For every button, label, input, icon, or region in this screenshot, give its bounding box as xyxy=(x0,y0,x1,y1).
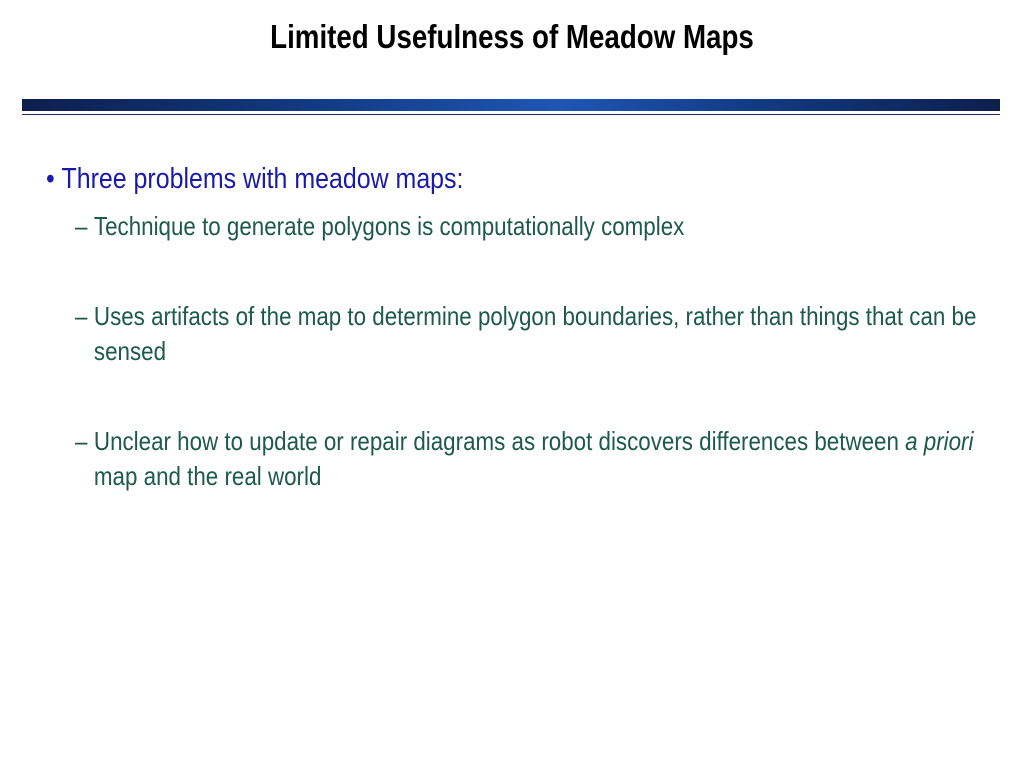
bullet-text: Three problems with meadow maps: xyxy=(61,163,464,195)
title-divider-bar xyxy=(22,99,1000,111)
bullet-item xyxy=(46,162,863,196)
bullet-marker: • xyxy=(46,163,55,195)
sub-bullet-marker: – xyxy=(75,301,88,331)
sub-bullet-item xyxy=(75,424,978,494)
sub-bullet-italic-term: a priori xyxy=(905,426,974,456)
slide-title: Limited Usefulness of Meadow Maps xyxy=(270,18,754,55)
title-divider-line xyxy=(22,114,1000,115)
sub-bullet-text: Technique to generate polygons is computationally complex xyxy=(93,211,685,241)
slide-body xyxy=(46,162,996,494)
sub-bullet-list xyxy=(75,209,978,494)
sub-bullet-item xyxy=(75,299,978,369)
sub-bullet-marker: – xyxy=(75,211,88,241)
sub-bullet-text: Uses artifacts of the map to determine polygon boundaries, rather than things that can be sensed xyxy=(93,301,977,366)
sub-bullet-text-end: map and the real world xyxy=(93,461,322,491)
sub-bullet-item xyxy=(75,209,978,244)
sub-bullet-text-start: Unclear how to update or repair diagrams as robot discovers differences between xyxy=(93,426,906,456)
sub-bullet-marker: – xyxy=(75,426,88,456)
